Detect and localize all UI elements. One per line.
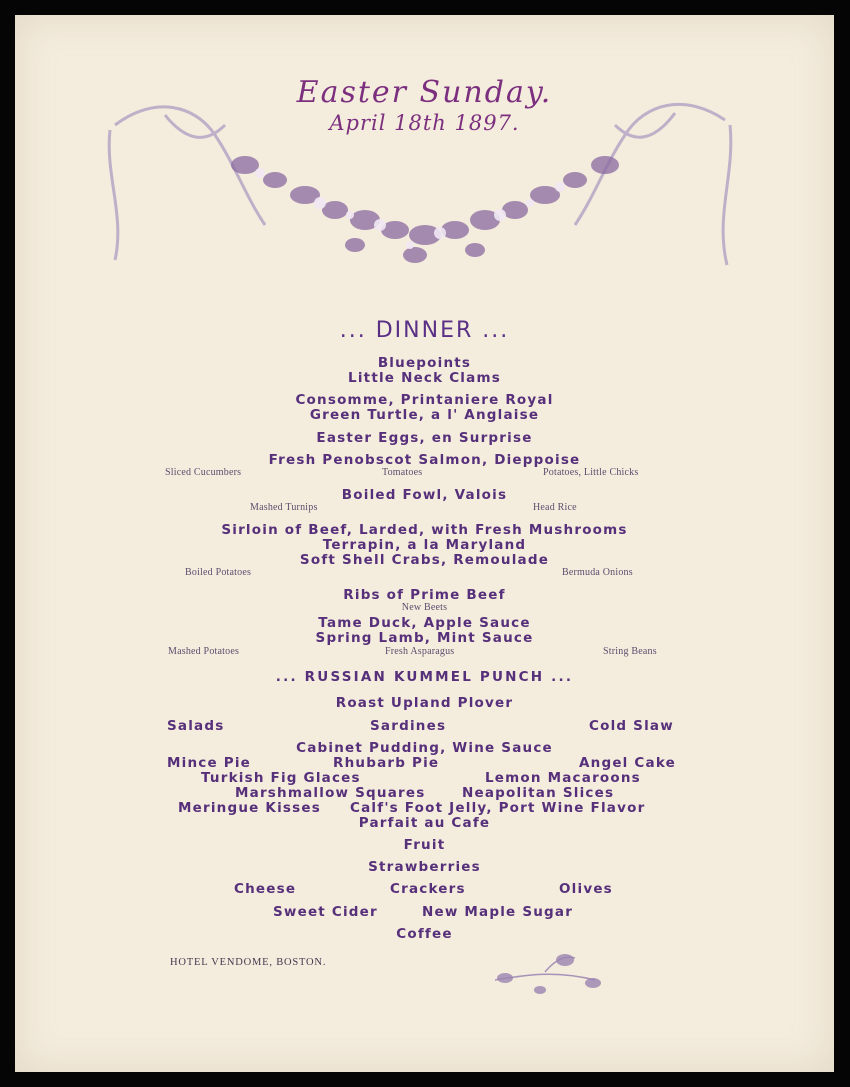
menu-line: Salads: [167, 718, 225, 734]
menu-line: Sardines: [370, 718, 447, 734]
menu-date: April 18th 1897.: [329, 111, 520, 135]
side-dish: Head Rice: [533, 502, 577, 513]
side-dish: Mashed Potatoes: [168, 646, 240, 657]
side-dish: Fresh Asparagus: [385, 646, 455, 657]
dinner-heading: ... DINNER ...: [339, 318, 510, 343]
menu-line: Green Turtle, a l' Anglaise: [309, 407, 540, 423]
menu-line: Roast Upland Plover: [335, 695, 514, 711]
menu-line: Fruit: [403, 837, 446, 853]
menu-line: Lemon Macaroons: [485, 770, 641, 786]
menu-line: Olives: [559, 881, 613, 897]
menu-card: [15, 15, 834, 1072]
side-dish: String Beans: [603, 646, 657, 657]
menu-line: Spring Lamb, Mint Sauce: [315, 630, 534, 646]
side-dish: New Beets: [401, 602, 448, 613]
menu-line: Neapolitan Slices: [462, 785, 615, 801]
menu-line: Consomme, Printaniere Royal: [295, 392, 554, 408]
menu-line: New Maple Sugar: [422, 904, 574, 920]
side-dish: Sliced Cucumbers: [165, 467, 242, 478]
menu-line: Strawberries: [368, 859, 481, 875]
menu-line: Terrapin, a la Maryland: [322, 537, 527, 553]
menu-line: Cheese: [234, 881, 297, 897]
menu-line: Rhubarb Pie: [333, 755, 440, 771]
menu-line: Sweet Cider: [273, 904, 378, 920]
menu-line: Parfait au Cafe: [358, 815, 491, 831]
menu-line: Turkish Fig Glaces: [201, 770, 361, 786]
menu-line: Marshmallow Squares: [235, 785, 426, 801]
side-dish: Potatoes, Little Chicks: [543, 467, 639, 478]
menu-line: Easter Eggs, en Surprise: [316, 430, 533, 446]
menu-line: Cabinet Pudding, Wine Sauce: [296, 740, 553, 756]
side-dish: Tomatoes: [382, 467, 423, 478]
menu-line: Ribs of Prime Beef: [343, 587, 506, 603]
menu-line: Boiled Fowl, Valois: [341, 487, 508, 503]
side-dish: Bermuda Onions: [562, 567, 633, 578]
menu-line: Calf's Foot Jelly, Port Wine Flavor: [350, 800, 646, 816]
menu-line: Mince Pie: [167, 755, 252, 771]
menu-line: Crackers: [390, 881, 466, 897]
menu-line: Soft Shell Crabs, Remoulade: [299, 552, 550, 568]
hotel-name: HOTEL VENDOME, BOSTON.: [170, 957, 327, 968]
menu-line: Bluepoints: [377, 355, 472, 371]
side-dish: Boiled Potatoes: [185, 567, 252, 578]
menu-line: Meringue Kisses: [178, 800, 321, 816]
flower-sprig-icon: [485, 950, 625, 1010]
punch-heading: ... RUSSIAN KUMMEL PUNCH ...: [275, 669, 574, 685]
menu-line: Angel Cake: [579, 755, 676, 771]
menu-title: Easter Sunday.: [296, 75, 553, 110]
menu-line: Tame Duck, Apple Sauce: [318, 615, 531, 631]
menu-line: Little Neck Clams: [348, 370, 501, 386]
menu-line: Fresh Penobscot Salmon, Dieppoise: [268, 452, 581, 468]
side-dish: Mashed Turnips: [250, 502, 318, 513]
menu-line: Sirloin of Beef, Larded, with Fresh Mushrooms: [221, 522, 628, 538]
menu-line: Coffee: [396, 926, 453, 942]
menu-line: Cold Slaw: [589, 718, 674, 734]
